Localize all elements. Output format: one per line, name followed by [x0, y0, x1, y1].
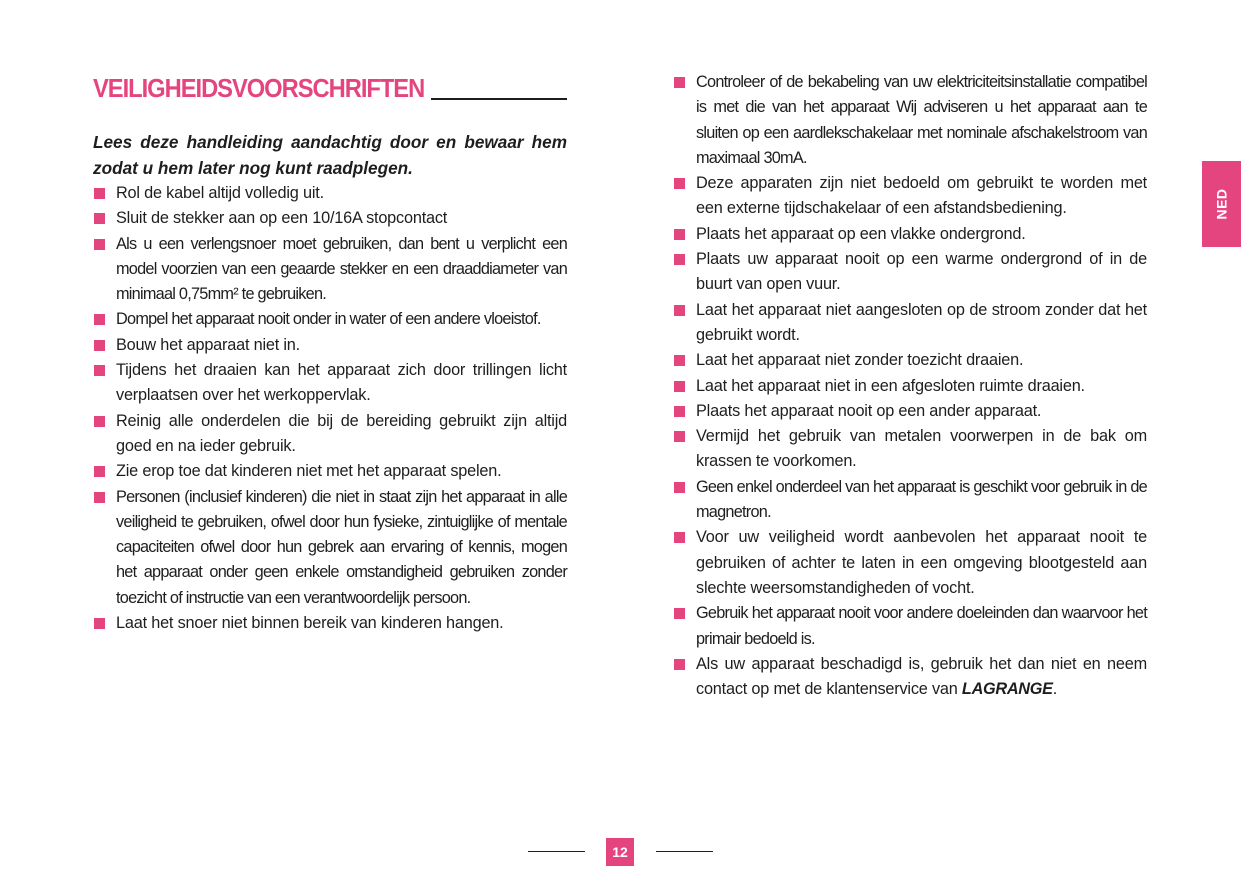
bullet-square-icon [674, 305, 685, 316]
item-text: Laat het apparaat niet aangesloten op de stroom zonder dat het gebruikt wordt. [696, 300, 1147, 344]
bullet-square-icon [94, 213, 105, 224]
bullet-square-icon [94, 239, 105, 250]
list-item [673, 399, 1147, 424]
list-item [673, 171, 1147, 222]
item-text: Deze apparaten zijn niet bedoeld om gebruikt te worden met een externe tijdschakelaar of een afstandsbediening. [696, 174, 1147, 218]
bullet-square-icon [674, 229, 685, 240]
bullet-square-icon [94, 416, 105, 427]
bullet-square-icon [674, 482, 685, 493]
bullet-square-icon [94, 340, 105, 351]
brand-logo: LAGRANGE [961, 680, 1053, 699]
item-text: Tijdens het draaien kan het apparaat zich door trillingen licht verplaatsen over het werkoppervlak. [116, 361, 567, 405]
list-item [673, 247, 1147, 298]
language-tab-label: NED [1213, 188, 1230, 220]
bullet-square-icon [674, 77, 685, 88]
list-item [93, 232, 567, 308]
list-item [673, 652, 1147, 703]
item-text: Voor uw veiligheid wordt aanbevolen het apparaat nooit te gebruiken of achter te laten in een omgeving blootgesteld aan slechte weersomstandigheden of vocht. [696, 528, 1147, 597]
right-column [673, 70, 1147, 702]
item-text: Gebruik het apparaat nooit voor andere doeleinden dan waarvoor het primair bedoeld is. [696, 604, 1147, 648]
list-item [673, 424, 1147, 475]
list-item [673, 222, 1147, 247]
item-text: Vermijd het gebruik van metalen voorwerpen in de bak om krassen te voorkomen. [696, 427, 1147, 471]
bullet-square-icon [674, 608, 685, 619]
list-item [93, 333, 567, 358]
item-text: Plaats het apparaat op een vlakke ondergrond. [696, 224, 1026, 243]
item-text: Rol de kabel altijd volledig uit. [116, 184, 324, 202]
bullet-square-icon [674, 406, 685, 417]
list-item [93, 307, 567, 332]
bullet-square-icon [674, 355, 685, 366]
title-underline [431, 98, 567, 100]
bullet-square-icon [94, 492, 105, 503]
item-text: Zie erop toe dat kinderen niet met het apparaat spelen. [116, 462, 502, 481]
bullet-square-icon [674, 431, 685, 442]
bullet-square-icon [94, 314, 105, 325]
item-text: Plaats uw apparaat nooit op een warme ondergrond of in de buurt van open vuur. [696, 250, 1147, 294]
item-text: Bouw het apparaat niet in. [116, 335, 300, 354]
right-safety-list [673, 70, 1147, 702]
list-item [673, 70, 1147, 171]
item-text: Als uw apparaat beschadigd is, gebruik het dan niet en neem contact op met de klantenservice van [696, 654, 1147, 699]
bullet-square-icon [94, 466, 105, 477]
list-item [673, 525, 1147, 601]
list-item [673, 601, 1147, 652]
item-text: Plaats het apparaat nooit op een ander apparaat. [696, 401, 1042, 420]
list-item [93, 611, 567, 636]
item-text: Geen enkel onderdeel van het apparaat is geschikt voor gebruik in de magnetron. [696, 477, 1147, 522]
list-item [93, 358, 567, 409]
left-column [93, 68, 567, 636]
bullet-square-icon [674, 659, 685, 670]
bullet-square-icon [94, 365, 105, 376]
item-text: Reinig alle onderdelen die bij de bereiding gebruikt zijn altijd goed en na ieder gebruik. [116, 411, 567, 455]
list-item [93, 409, 567, 460]
footer-rule-left [528, 851, 585, 852]
list-item [93, 206, 567, 231]
intro-text: Lees deze handleiding aandachtig door en bewaar hem zodat u hem later nog kunt raadplegen. [93, 132, 567, 178]
item-text: Laat het snoer niet binnen bereik van kinderen hangen. [116, 614, 504, 633]
bullet-square-icon [674, 178, 685, 189]
section-heading [93, 68, 567, 102]
bullet-square-icon [674, 532, 685, 543]
item-text: Sluit de stekker aan op een 10/16A stopcontact [116, 209, 448, 228]
item-text: Als u een verlengsnoer moet gebruiken, dan bent u verplicht een model voorzien van een geaarde stekker en een draaddiameter van minimaal 0,75mm² te gebruiken. [116, 234, 567, 304]
bullet-square-icon [674, 254, 685, 265]
list-item [673, 374, 1147, 399]
list-item [673, 348, 1147, 373]
page-number: 12 [606, 838, 634, 866]
bullet-square-icon [94, 188, 105, 199]
item-text: Controleer of de bekabeling van uw elektriciteitsinstallatie compatibel is met die van het apparaat Wij adviseren u het apparaat aan te sluiten op een aardlekschakelaar met nominale afschakelstroom van maximaal 30mA. [696, 73, 1147, 167]
item-end-punctuation: . [1052, 680, 1058, 699]
item-text: Personen (inclusief kinderen) die niet in staat zijn het apparaat in alle veiligheid te gebruiken, ofwel door hun fysieke, zintuiglijke of mentale capaciteiten ofwel door hun gebrek aan ervaring of kennis, mogen het apparaat onder geen enkele omstandigheid gebruiken zonder toezicht of instructie van een verantwoordelijk persoon. [116, 487, 567, 607]
footer-rule-right [656, 851, 713, 852]
list-item [93, 459, 567, 484]
item-text: Laat het apparaat niet in een afgesloten ruimte draaien. [696, 376, 1085, 395]
page-title: VEILIGHEIDSVOORSCHRIFTEN [93, 74, 425, 103]
list-item [93, 485, 567, 611]
left-safety-list [93, 181, 567, 636]
bullet-square-icon [94, 618, 105, 629]
language-tab [1202, 161, 1241, 247]
item-text: Laat het apparaat niet zonder toezicht draaien. [696, 351, 1024, 370]
item-text: Dompel het apparaat nooit onder in water of een andere vloeistof. [116, 310, 541, 329]
list-item [673, 475, 1147, 526]
bullet-square-icon [674, 381, 685, 392]
list-item [673, 298, 1147, 349]
list-item [93, 181, 567, 206]
